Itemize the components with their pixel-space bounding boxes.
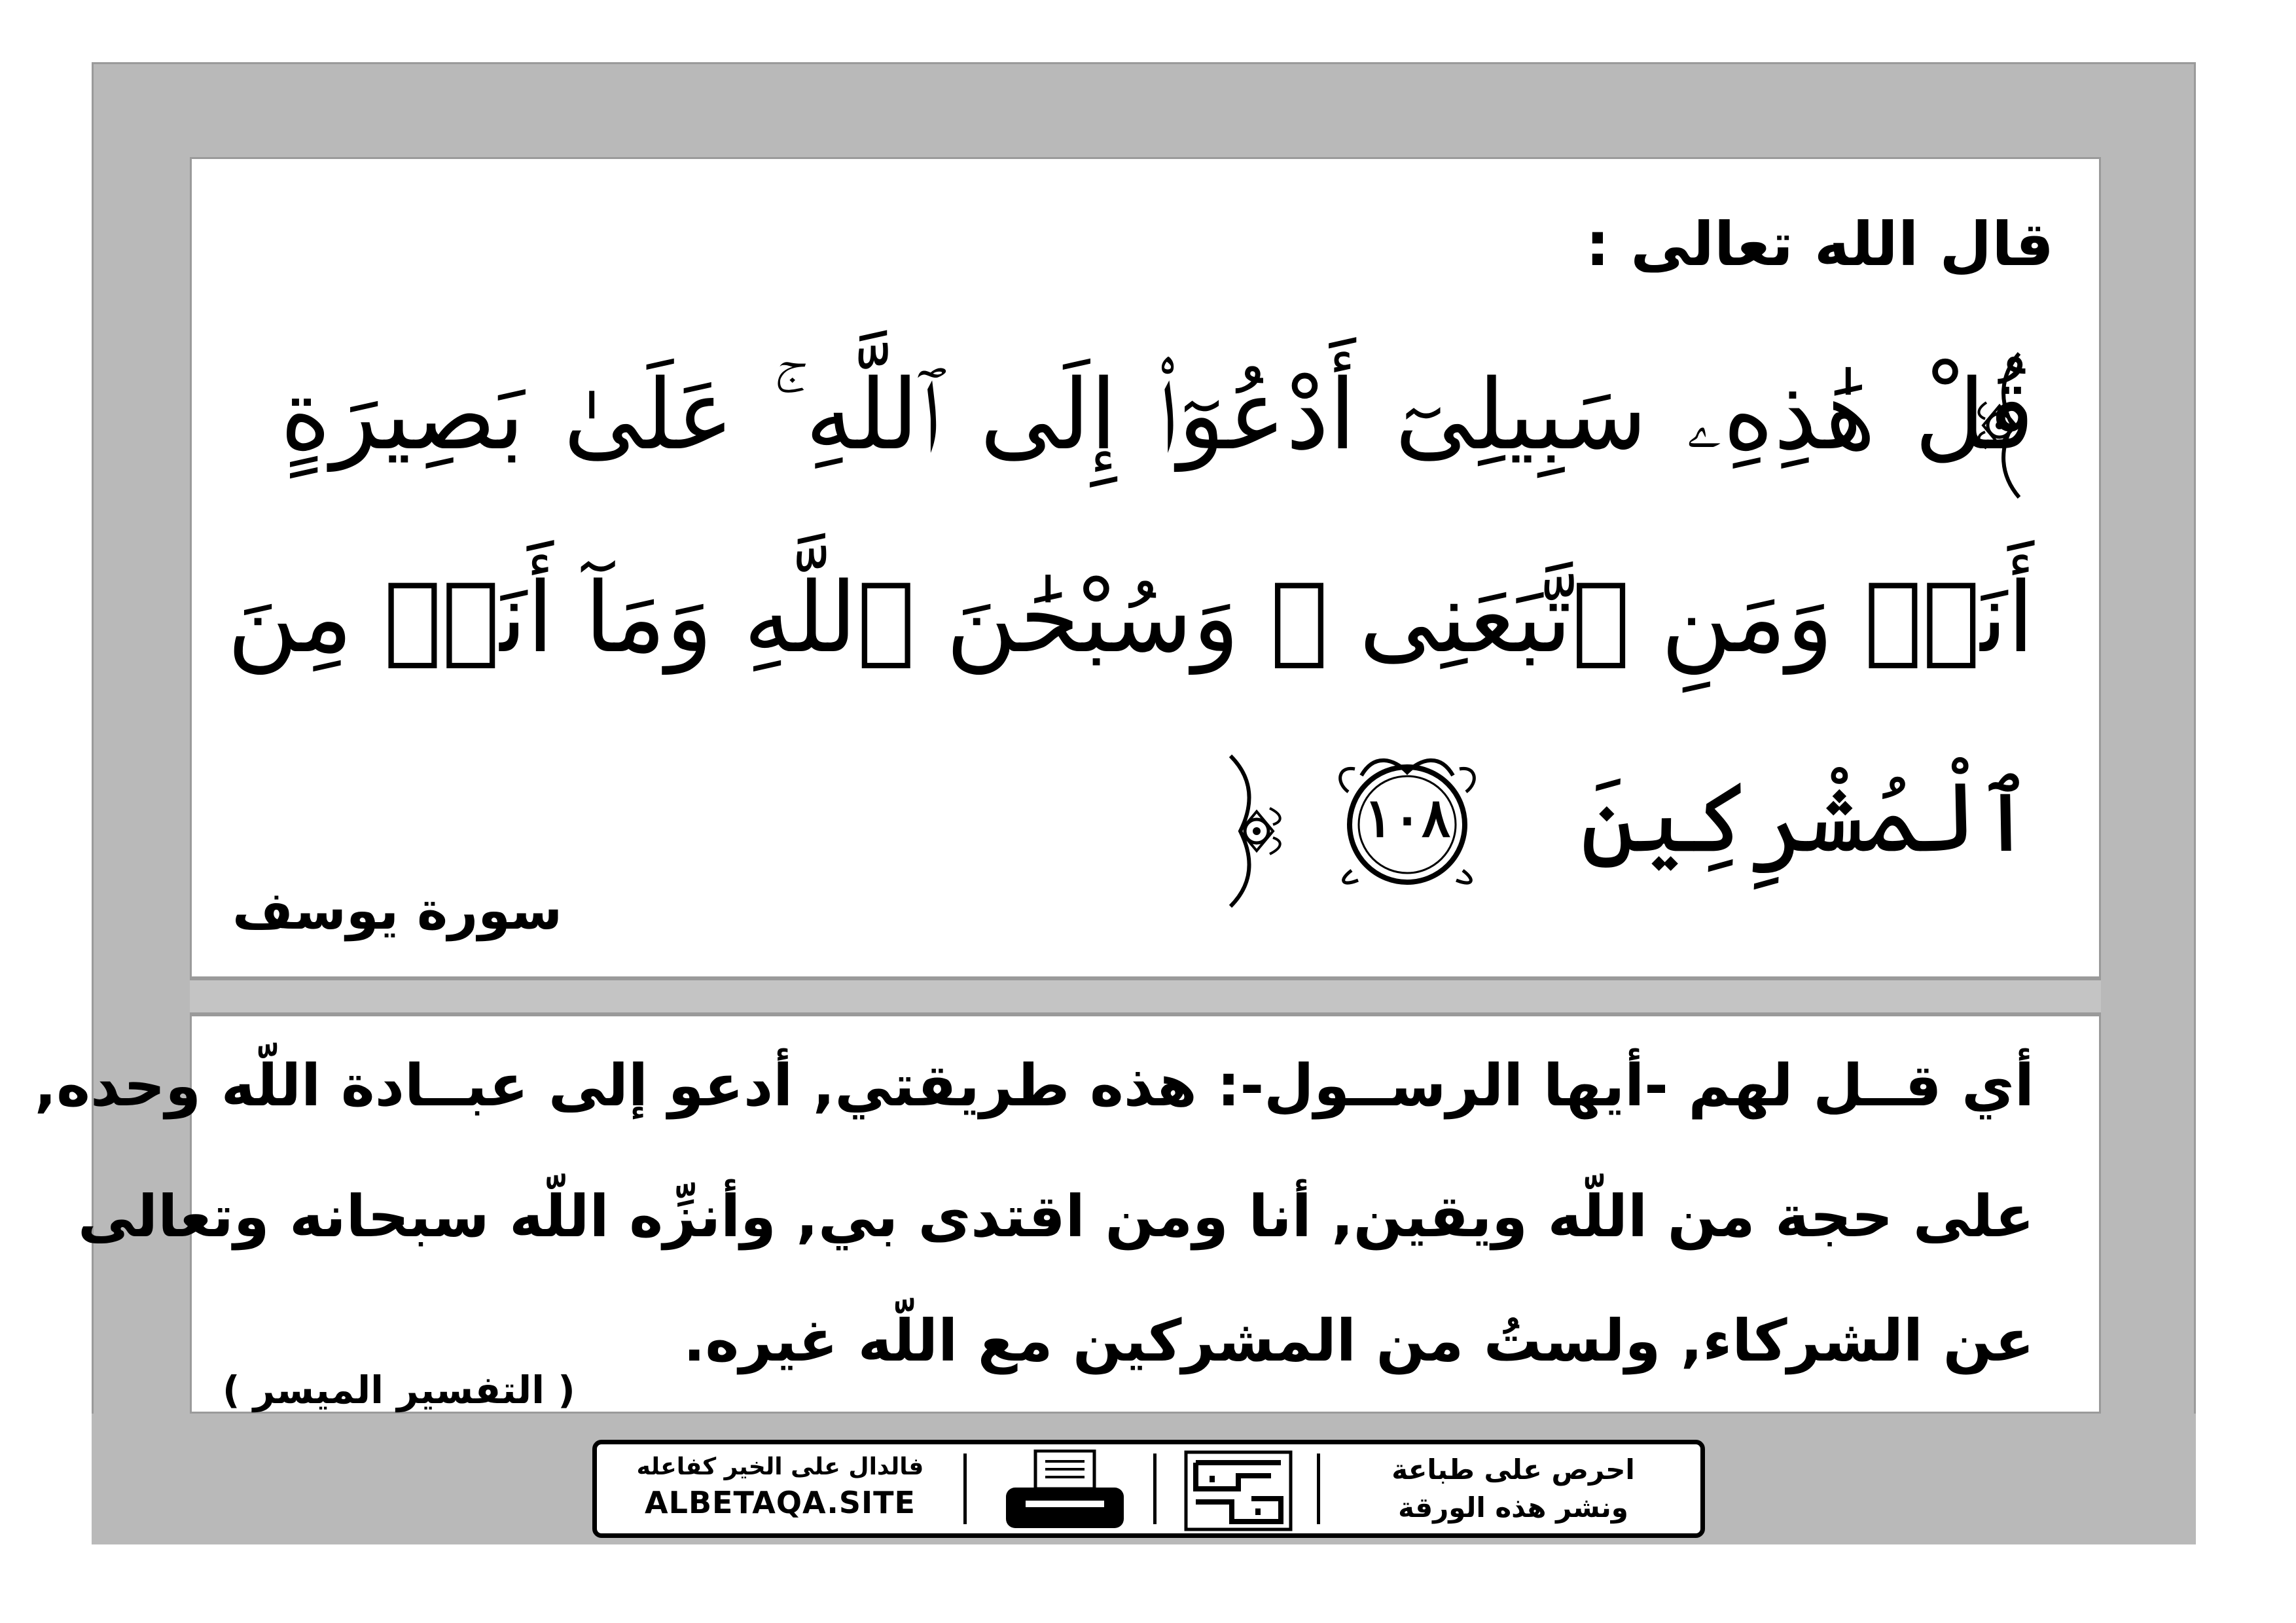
verse-line-1: قُلْ هَٰذِهِۦ سَبِيلِىٓ أَدْعُوٓا۟ إِلَى ٱللَّهِ ۚ عَلَىٰ بَصِيرَةٍ: [280, 359, 2034, 471]
panel-divider: [190, 978, 2101, 1014]
footer-separator: [1317, 1454, 1320, 1524]
printer-icon: [999, 1450, 1130, 1532]
ayah-number-medallion: [1322, 746, 1492, 890]
tafsir-source: ( التفسير الميسر ): [223, 1368, 575, 1412]
intro-heading: قال الله تعالى :: [1585, 209, 2054, 279]
footer-saying: فالدال على الخير كفاعله: [636, 1454, 924, 1480]
footer-print-note: [1330, 1451, 1696, 1527]
verse-line-2: أَنَا۠ وَمَنِ ٱتَّبَعَنِى ۖ وَسُبْحَٰنَ ٱللَّهِ وَمَآ أَنَا۠ مِنَ: [227, 562, 2034, 674]
verse-end-ornament-icon: [1204, 753, 1289, 910]
surah-name: سورة يوسف: [232, 880, 563, 941]
tafsir-line-1: أي قــل لهم -أيها الرســول-: هذه طريقتي, أدعو إلى عبــادة اللّه وحده,: [34, 1052, 2034, 1119]
tafsir-line-2: على حجة من اللّه ويقين, أنا ومن اقتدى بي, وأنزِّه اللّه سبحانه وتعالى: [78, 1183, 2034, 1250]
dawa-logo: [1173, 1450, 1304, 1532]
footer-print-line-2: ونشر هذه الورقة: [1398, 1491, 1628, 1524]
footer-print-line-1: احرص على طباعة: [1391, 1454, 1635, 1486]
footer-site-link[interactable]: ALBETAQA.SITE: [645, 1485, 916, 1520]
footer-banner: [592, 1440, 1705, 1538]
verse-line-3: ٱلْمُشْرِكِينَ: [1580, 761, 2034, 874]
footer-separator: [963, 1454, 967, 1524]
footer-separator: [1153, 1454, 1157, 1524]
tafsir-line-3: عن الشركاء, ولستُ من المشركين مع اللّه غيره.: [683, 1307, 2034, 1374]
ayah-number: ١٠٨: [1363, 787, 1451, 849]
